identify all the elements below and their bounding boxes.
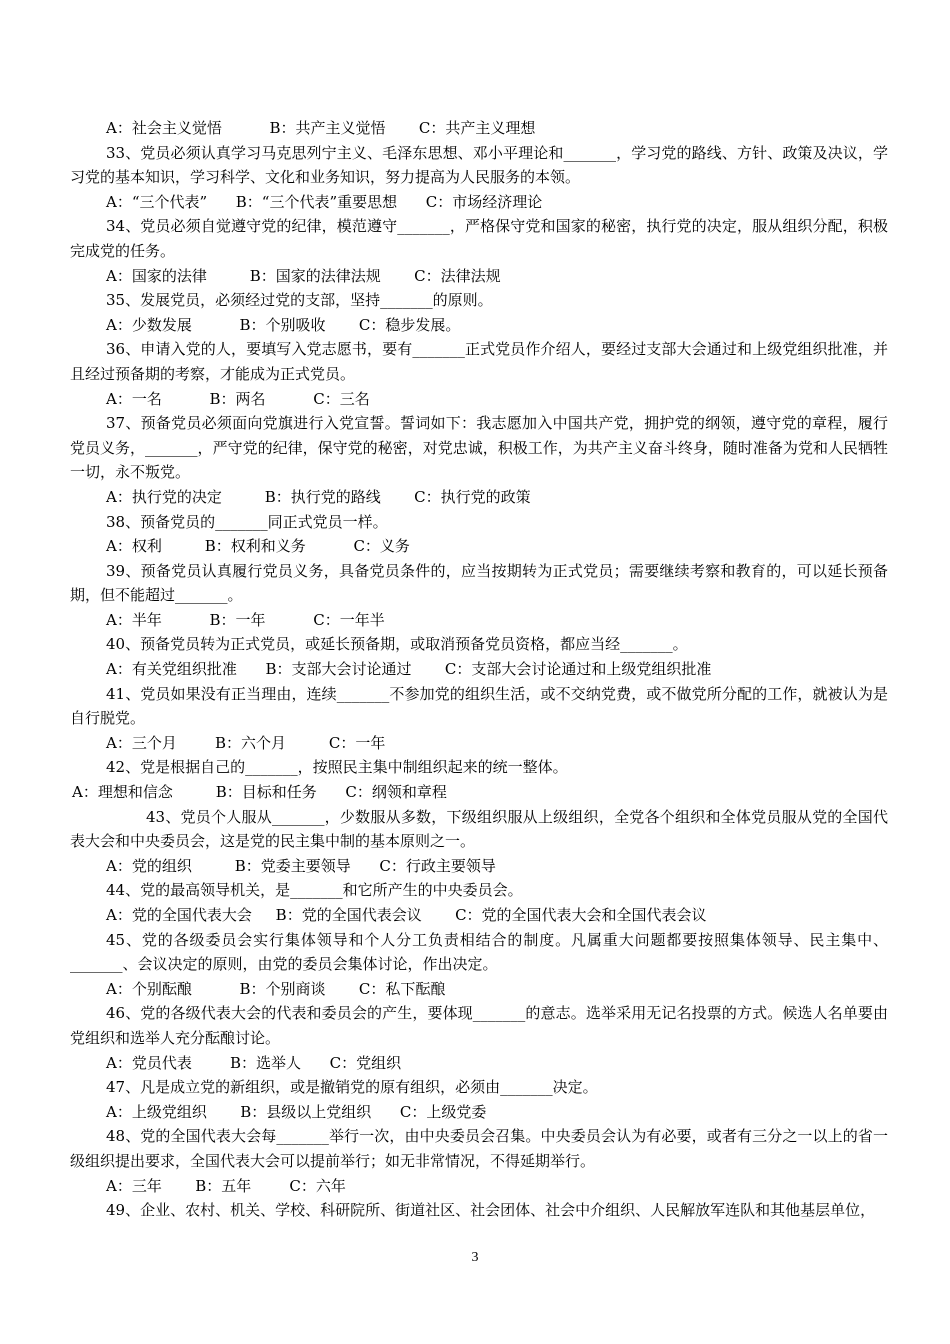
question-47: 47、凡是成立党的新组织，或是撤销党的原有组织，必须由_______决定。 — [106, 1078, 598, 1097]
answer-options-44: A：党的全国代表大会 B：党的全国代表会议 C：党的全国代表大会和全国代表会议 — [106, 906, 707, 924]
answer-options-47: A：上级党组织 B：县级以上党组织 C：上级党委 — [106, 1102, 487, 1121]
question-43: 43、党员个人服从_______，少数服从多数，下级组织服从上级组织，全党各个组织和全体党员服从党的全国代表大会和中央委员会，这是党的民主集中制的基本原则之一。 — [70, 807, 888, 851]
answer-options-38: A：权利 B：权利和义务 C：义务 — [106, 537, 410, 556]
answer-options-37: A：执行党的决定 B：执行党的路线 C：执行党的政策 — [106, 487, 531, 506]
question-list — [70, 116, 888, 1223]
answer-options-39: A：半年 B：一年 C：一年半 — [106, 610, 385, 629]
question-49: 49、企业、农村、机关、学校、科研院所、街道社区、社会团体、社会中介组织、人民解放军连队和其他基层单位， — [106, 1201, 876, 1220]
answer-options-35: A：少数发展 B：个别吸收 C：稳步发展。 — [106, 315, 461, 334]
answer-options-41: A：三个月 B：六个月 C：一年 — [106, 733, 386, 752]
question-41: 41、党员如果没有正当理由，连续_______不参加党的组织生活，或不交纳党费，或不做党所分配的工作，就被认为是自行脱党。 — [70, 684, 888, 728]
question-48: 48、党的全国代表大会每_______举行一次，由中央委员会召集。中央委员会认为有必要，或者有三分之一以上的省一级组织提出要求，全国代表大会可以提前举行；如无非常情况，不得延期举行。 — [70, 1127, 888, 1170]
question-44: 44、党的最高领导机关，是_______和它所产生的中央委员会。 — [106, 881, 523, 900]
question-35: 35、发展党员，必须经过党的支部，坚持_______的原则。 — [106, 291, 493, 310]
question-37: 37、预备党员必须面向党旗进行入党宣誓。誓词如下：我志愿加入中国共产党，拥护党的纲领，遵守党的章程，履行党员义务，_______，严守党的纪律，保守党的秘密，对党忠诚，积极工作，为共产主义奋斗终身，随时准备为党和人民牺牲一切，永不叛党。 — [70, 414, 888, 482]
answer-options-45: A：个别酝酿 B：个别商谈 C：私下酝酿 — [106, 979, 446, 998]
answer-options-40: A：有关党组织批准 B：支部大会讨论通过 C：支部大会讨论通过和上级党组织批准 — [106, 660, 712, 679]
answer-options-32: A：社会主义觉悟 B：共产主义觉悟 C：共产主义理想 — [106, 119, 536, 137]
answer-options-36: A：一名 B：两名 C：三名 — [106, 389, 370, 408]
question-42: 42、党是根据自己的_______，按照民主集中制组织起来的统一整体。 — [106, 758, 568, 777]
question-39: 39、预备党员认真履行党员义务，具备党员条件的，应当按期转为正式党员；需要继续考察和教育的，可以延长预备期，但不能超过_______。 — [70, 561, 888, 605]
answer-options-43: A：党的组织 B：党委主要领导 C：行政主要领导 — [106, 856, 496, 875]
answer-options-46: A：党员代表 B：选举人 C：党组织 — [106, 1053, 402, 1072]
question-36: 36、申请入党的人，要填写入党志愿书，要有_______正式党员作介绍人，要经过支部大会通过和上级党组织批准，并且经过预备期的考察，才能成为正式党员。 — [70, 340, 888, 383]
answer-options-34: A：国家的法律 B：国家的法律法规 C：法律法规 — [106, 266, 501, 285]
question-46: 46、党的各级代表大会的代表和委员会的产生，要体现_______的意志。选举采用无记名投票的方式。候选人名单要由党组织和选举人充分酝酿讨论。 — [70, 1004, 888, 1047]
question-34: 34、党员必须自觉遵守党的纪律，模范遵守_______，严格保守党和国家的秘密，执行党的决定，服从组织分配，积极完成党的任务。 — [70, 217, 888, 260]
question-45: 45、党的各级委员会实行集体领导和个人分工负责相结合的制度。凡属重大问题都要按照集体领导、民主集中、_______、会议决定的原则，由党的委员会集体讨论，作出决定。 — [70, 930, 888, 974]
answer-options-48: A：三年 B：五年 C：六年 — [106, 1176, 346, 1195]
page-number: 3 — [471, 1250, 479, 1265]
question-33: 33、党员必须认真学习马克思列宁主义、毛泽东思想、邓小平理论和_______，学习党的路线、方针、政策及决议，学习党的基本知识，学习科学、文化和业务知识，努力提高为人民服务的本领。 — [70, 143, 888, 187]
question-40: 40、预备党员转为正式党员，或延长预备期，或取消预备党员资格，都应当经_______。 — [106, 635, 688, 654]
question-38: 38、预备党员的_______同正式党员一样。 — [106, 512, 388, 531]
answer-options-42: A：理想和信念 B：目标和任务 C：纲领和章程 — [72, 783, 447, 802]
answer-options-33: A：“三个代表” B：“三个代表”重要思想 C：市场经济理论 — [106, 192, 543, 211]
